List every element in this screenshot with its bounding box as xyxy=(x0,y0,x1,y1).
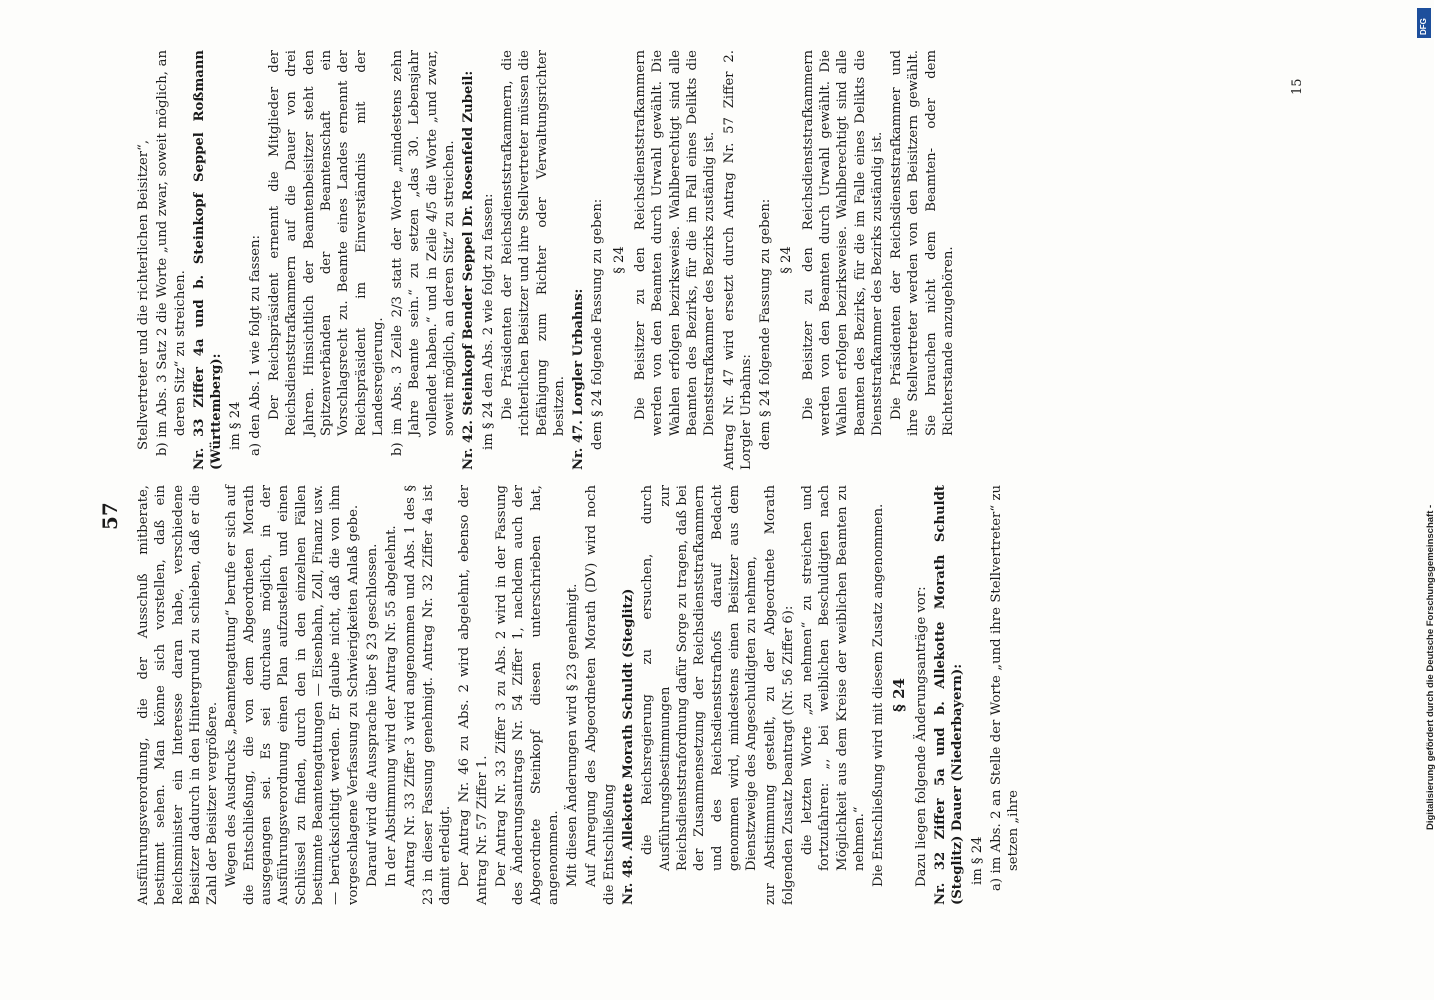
list-item: b) im Abs. 3 Zeile 2/3 statt der Worte „mindestens zehn Jahre Beamte sein.“ zu setzen „das 30. Lebensjahr vollendet haben.“ und in Zeile 4/5 die Worte „und zwar, soweit möglich, an deren Sitz“ zu streichen. xyxy=(390,50,458,456)
paragraph: im § 24 xyxy=(228,401,244,450)
motion-heading: Nr. 48. Allekotte Morath Schuldt (Steglitz) xyxy=(621,588,637,905)
motion-text: Die Beisitzer zu den Reichsdienststrafkammern werden von den Beamten durch Urwahl gewählt. Die Wahlen erfolgen bezirksweise. Wahlberechtigt sind alle Beamten des Bezirks, für die im Fall eines Delikts die Dienststrafkammer des Bezirks zuständig ist. xyxy=(633,50,718,436)
paragraph: im § 24 xyxy=(969,836,985,885)
motion-heading: Nr. 33 Ziffer 4a und b. Steinkopf Seppel Roßmann (Württemberg): xyxy=(191,50,225,470)
motion-text: die letzten Worte „zu nehmen“ zu streichen und fortzufahren: „, bei weiblichen Beschuldigten nach Möglichkeit aus dem Kreise der weiblichen Beamten zu nehmen.“ xyxy=(799,485,867,871)
page-number: 57 xyxy=(98,502,122,530)
right-column xyxy=(135,50,1305,470)
motion-heading: Nr. 47. Lorgler Urbahns: xyxy=(571,288,587,470)
paragraph: Stellvertreter und die richterlichen Beisitzer“, xyxy=(136,139,151,450)
list-item: b) im Abs. 3 Satz 2 die Worte „und zwar, soweit möglich, an deren Sitz“ zu streichen. xyxy=(155,50,188,456)
paragraph: Der Antrag Nr. 46 zu Abs. 2 wird abgelehnt, ebenso der Antrag Nr. 57 Ziffer 1. xyxy=(457,485,490,905)
credit-text: Digitalisierung gefördert durch die Deutsche Forschungsgemeinschaft - xyxy=(1425,504,1436,830)
paragraph: In der Abstimmung wird der Antrag Nr. 55 abgelehnt. xyxy=(384,525,400,887)
list-item: a) den Abs. 1 wie folgt zu fassen: xyxy=(247,235,263,456)
paragraph: Die Entschließung wird mit diesem Zusatz angenommen. xyxy=(871,503,887,887)
dfg-logo-icon xyxy=(1417,8,1431,38)
paragraph: Mit diesen Änderungen wird § 23 genehmigt. xyxy=(565,583,581,887)
paragraph: Der Antrag Nr. 33 Ziffer 3 zu Abs. 2 wird in der Fassung des Änderungsantrags Nr. 54 Ziffer 1, nachdem auch der Abgeordnete Steinkopf diesen unterschrieben hat, angenommen. xyxy=(493,485,561,905)
section-heading: § 24 xyxy=(890,678,909,712)
paragraph: Antrag Nr. 47 wird ersetzt durch Antrag Nr. 57 Ziffer 2. Lorgler Urbahns: xyxy=(721,50,754,470)
motion-text: Die Präsidenten der Reichsdienststrafkammern, die richterlichen Beisitzer und ihre Stellvertreter müssen die Befähigung zum Richter oder Verwaltungsrichter besitzen. xyxy=(499,50,567,436)
paragraph: Wegen des Ausdrucks „Beamtengattung“ berufe er sich auf die Entschließung, die von dem Abgeordneten Morath ausgegangen sei. Es sei durchaus möglich, in der Ausführungsverordnung einen Plan aufzustellen und einen Schlüssel zu finden, durch den in den einzelnen Fällen bestimmte Beamtengattungen — Eisenbahn, Zoll, Finanz usw. — berücksichtigt werden. Er glaube nicht, daß die von ihm vorgeschlagene Verfassung zu Schwierigkeiten Anlaß gebe. xyxy=(224,485,361,905)
page-number-bottom: 15 xyxy=(1290,78,1305,95)
dfg-logo-text: DFG xyxy=(1419,18,1428,35)
motion-text: Die Beisitzer zu den Reichsdienststrafkammern werden von den Beamten durch Urwahl gewählt. Die Wahlen erfolgen bezirksweise. Wahlberechtigt sind alle Beamten des Bezirks, für die im Falle eines Delikts die Dienststrafkammer des Bezirks zuständig ist. xyxy=(800,50,885,436)
digitization-credit xyxy=(1407,50,1436,880)
section-heading: § 24 xyxy=(779,246,795,274)
paragraph: zur Abstimmung gestellt, zu der Abgeordnete Morath folgenden Zusatz beantragt (Nr. 56 Ziffer 6): xyxy=(763,485,796,905)
paragraph: Antrag Nr. 33 Ziffer 3 wird angenommen und Abs. 1 des § 23 in dieser Fassung genehmigt. Antrag Nr. 32 Ziffer 4a ist damit erledigt. xyxy=(403,485,454,905)
paragraph: Auf Anregung des Abgeordneten Morath (DV) wird noch die Entschließung xyxy=(584,485,617,905)
motion-text: Der Reichspräsident ernennt die Mitglieder der Reichsdienststrafkammern auf die Dauer von drei Jahren. Hinsichtlich der Beamtenbeisitzer steht den Spitzenverbänden der Beamtenschaft ein Vorschlagsrecht zu. Beamte eines Landes ernennt der Reichspräsident im Einverständnis mit der Landesregierung. xyxy=(267,50,386,436)
motion-heading: Nr. 42. Steinkopf Bender Seppel Dr. Rosenfeld Zubeil: xyxy=(461,70,477,470)
rotated-document-page xyxy=(80,30,1360,950)
paragraph: Dazu liegen folgende Änderungsanträge vor: xyxy=(913,586,929,887)
motion-text: die Reichsregierung zu ersuchen, durch Ausführungsbestimmungen zur Reichsdienststrafordnung dafür Sorge zu tragen, daß bei der Zusammensetzung der Reichsdienststrafkammern und des Reichsdienststrafhofs darauf Bedacht genommen wird, mindestens einen Beisitzer aus dem Dienstzweige des Angeschuldigten zu nehmen, xyxy=(640,485,760,871)
motion-heading: Nr. 32 Ziffer 5a und b. Allekotte Morath Schuldt (Steglitz) Dauer (Niederbayern): xyxy=(933,485,966,905)
motion-text: Die Präsidenten der Reichsdienststrafkammer und ihre Stellvertreter werden von den Beisitzern gewählt. Sie brauchen nicht dem Beamten- oder dem Richterstande anzugehören. xyxy=(889,50,957,436)
section-heading: § 24 xyxy=(611,246,627,274)
list-item: a) im Abs. 2 an Stelle der Worte „und ihre Stellvertreter“ zu setzen „ihre xyxy=(988,485,1022,891)
paragraph: dem § 24 folgende Fassung zu geben: xyxy=(758,198,774,450)
paragraph: im § 24 den Abs. 2 wie folgt zu fassen: xyxy=(480,193,496,450)
paragraph: Ausführungsverordnung, die der Ausschuß mitberate, bestimmt sehen. Man könne sich vorstellen, daß ein Reichsminister ein Interesse daran habe, verschiedene Beisitzer dadurch in den Hintergrund zu schieben, daß er die Zahl der Beisitzer vergrößere. xyxy=(136,485,221,905)
paragraph: Darauf wird die Aussprache über § 23 geschlossen. xyxy=(364,543,380,887)
left-column xyxy=(135,485,1305,905)
paragraph: dem § 24 folgende Fassung zu geben: xyxy=(590,198,606,450)
